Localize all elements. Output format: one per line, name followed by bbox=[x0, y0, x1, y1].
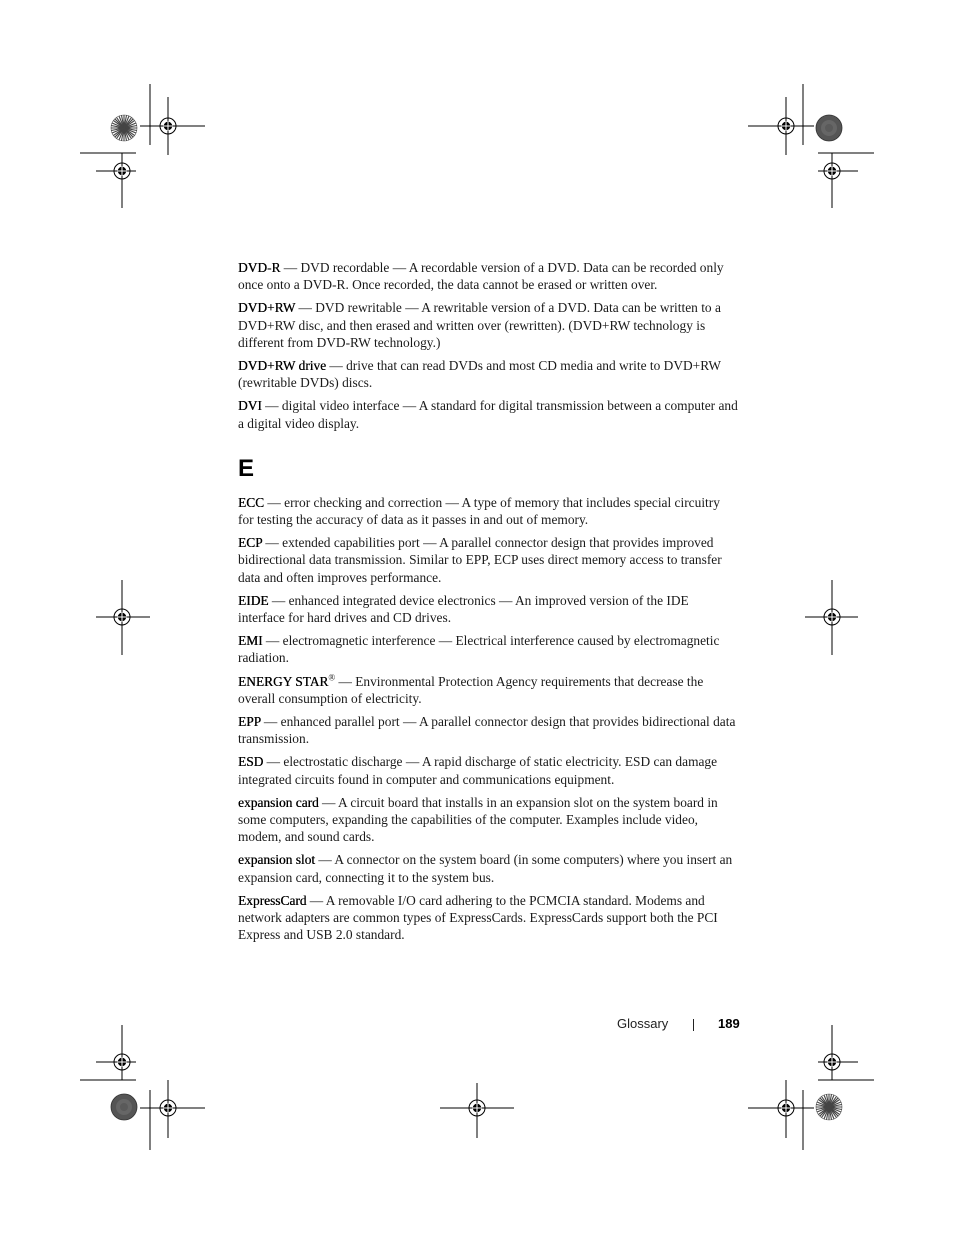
entry-term: DVD+RW bbox=[238, 300, 296, 316]
entry-term: ECC bbox=[238, 494, 265, 510]
entry-definition: — enhanced integrated device electronics — An improved version of the IDE interface for hard drives and CD drives. bbox=[238, 592, 689, 626]
entry-term: expansion slot bbox=[238, 852, 315, 868]
entry-term: DVI bbox=[238, 398, 262, 414]
entries-e bbox=[238, 494, 738, 944]
glossary-entry bbox=[238, 259, 738, 293]
glossary-entry bbox=[238, 794, 738, 846]
page-footer bbox=[560, 1015, 742, 1035]
entry-definition: — enhanced parallel port — A parallel connector design that provides bidirectional data transmission. bbox=[238, 714, 736, 747]
entry-definition: — drive that can read DVDs and most CD media and write to DVD+RW (rewritable DVDs) discs. bbox=[238, 358, 721, 391]
glossary-content bbox=[238, 259, 738, 950]
entry-definition: — DVD recordable — A recordable version of a DVD. Data can be recorded only once onto a DVD-R. Once recorded, the data cannot be erased or written over. bbox=[238, 260, 724, 293]
page-number: 189 bbox=[718, 1016, 740, 1031]
entry-definition: — digital video interface — A standard for digital transmission between a computer and a digital video display. bbox=[238, 398, 738, 431]
glossary-entry bbox=[238, 713, 738, 747]
entry-term: ECP bbox=[238, 535, 263, 551]
glossary-entry bbox=[238, 494, 738, 528]
glossary-entry bbox=[238, 753, 738, 787]
entry-definition: — DVD rewritable — A rewritable version of a DVD. Data can be written to a DVD+RW disc, and then erased and written over (rewritten). (DVD+RW technology is different from DVD-RW technology.) bbox=[238, 300, 721, 350]
glossary-entry bbox=[238, 534, 738, 586]
entry-term: DVD+RW drive bbox=[238, 358, 327, 374]
entry-term: expansion card bbox=[238, 794, 319, 810]
entry-definition: — A removable I/O card adhering to the PCMCIA standard. Modems and network adapters are common types of ExpressCards. ExpressCards support both the PCI Express and USB 2.0 standard. bbox=[238, 892, 718, 943]
registered-mark: ® bbox=[328, 672, 336, 683]
crop-mark-bottom-right bbox=[748, 1025, 874, 1150]
crop-mark-middle-left bbox=[96, 580, 150, 655]
crop-mark-top-left bbox=[80, 84, 205, 208]
glossary-entry bbox=[238, 397, 738, 431]
entry-definition: — A connector on the system board (in some computers) where you insert an expansion card, connecting it to the system bus. bbox=[238, 852, 733, 885]
entry-term: EPP bbox=[238, 714, 261, 730]
crop-mark-bottom-left bbox=[80, 1025, 205, 1150]
entry-term: ExpressCard bbox=[238, 892, 307, 908]
entry-definition: — electromagnetic interference — Electrical interference caused by electromagnetic radiation. bbox=[238, 633, 720, 666]
entry-term: ESD bbox=[238, 754, 264, 770]
glossary-entry bbox=[238, 592, 738, 626]
entry-term: EIDE bbox=[238, 592, 269, 608]
entries-d-continued bbox=[238, 259, 738, 432]
crop-mark-bottom-center bbox=[440, 1083, 514, 1138]
glossary-entry bbox=[238, 892, 738, 944]
footer-divider bbox=[693, 1019, 694, 1031]
entry-term: EMI bbox=[238, 633, 263, 649]
footer-section-label: Glossary bbox=[617, 1016, 669, 1031]
crop-mark-top-right bbox=[748, 84, 874, 208]
entry-term: DVD-R bbox=[238, 260, 281, 275]
entry-definition: — Environmental Protection Agency requirements that decrease the overall consumption of electricity. bbox=[238, 673, 704, 706]
glossary-entry bbox=[238, 632, 738, 666]
entry-definition: — A circuit board that installs in an expansion slot on the system board in some computers, expanding the capabilities of the computer. Examples include video, modem, and sound cards. bbox=[238, 794, 718, 845]
crop-mark-middle-right bbox=[805, 580, 858, 655]
entry-definition: — error checking and correction — A type of memory that includes special circuitry for testing the accuracy of data as it passes in and out of memory. bbox=[238, 494, 720, 528]
glossary-entry bbox=[238, 299, 738, 351]
section-heading: E bbox=[238, 454, 255, 482]
entry-term: ENERGY STAR bbox=[238, 673, 329, 689]
entry-definition: — electrostatic discharge — A rapid discharge of static electricity. ESD can damage integrated circuits found in computer and communications equipment. bbox=[238, 754, 718, 787]
glossary-entry bbox=[238, 851, 738, 885]
entry-definition: — extended capabilities port — A parallel connector design that provides improved bidirectional data transmission. Similar to EPP, ECP uses direct memory access to transfer data and often improves performance. bbox=[238, 535, 722, 585]
glossary-entry bbox=[238, 357, 738, 391]
glossary-entry bbox=[238, 673, 738, 707]
